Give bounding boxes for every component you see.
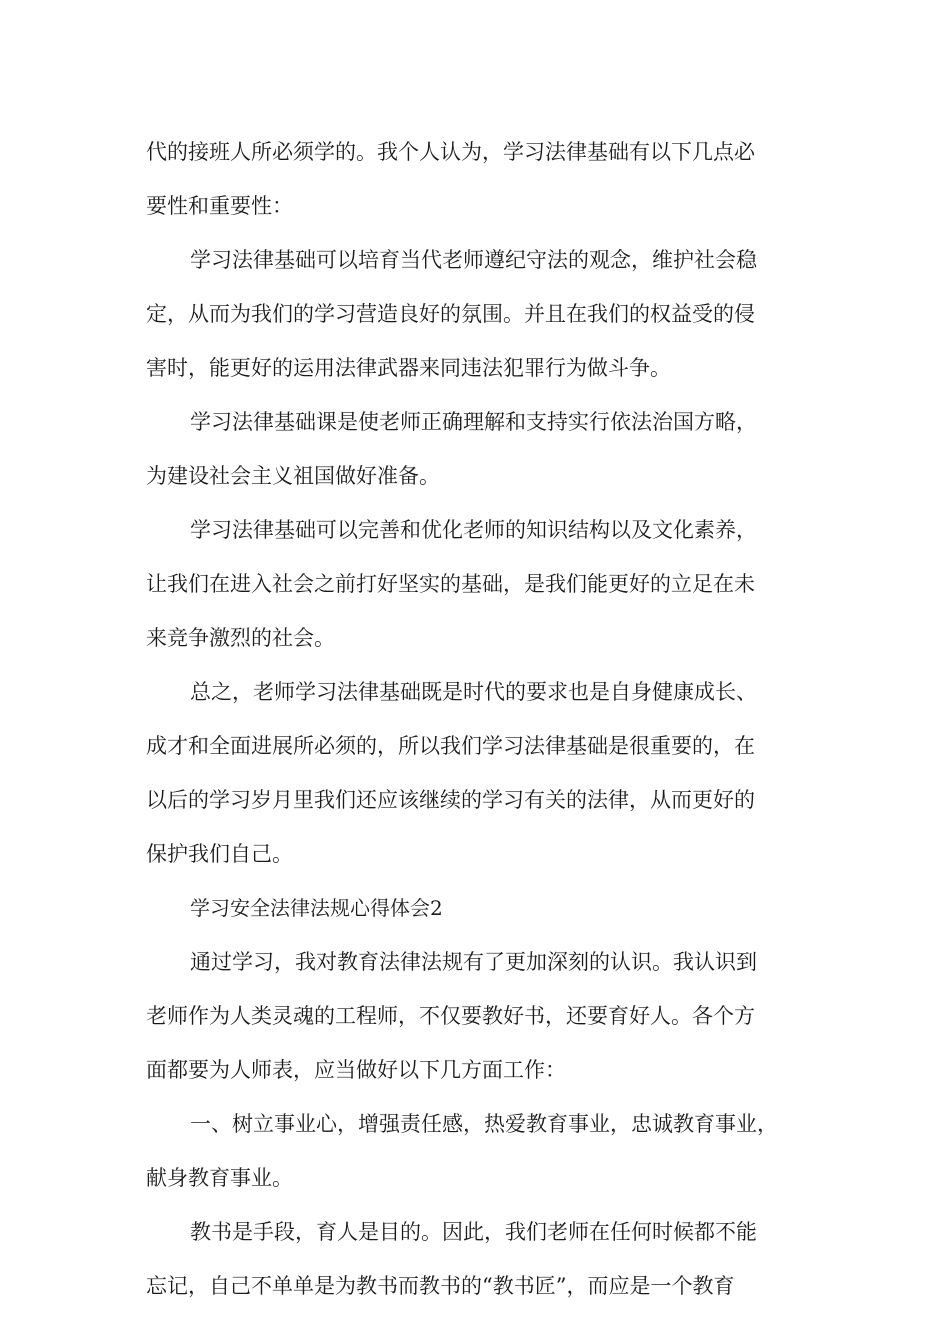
paragraph-first-line: 学习法律基础可以培育当代老师遵纪守法的观念，维护社会稳 bbox=[190, 248, 757, 272]
text-line: 以后的学习岁月里我们还应该继续的学习有关的法律，从而更好的 bbox=[146, 788, 755, 812]
paragraph-first-line: 通过学习，我对教育法律法规有了更加深刻的认识。我认识到 bbox=[190, 950, 757, 974]
text-line: 为建设社会主义祖国做好准备。 bbox=[146, 464, 440, 488]
text-line: 献身教育事业。 bbox=[146, 1166, 293, 1190]
text-line: 害时，能更好的运用法律武器来同违法犯罪行为做斗争。 bbox=[146, 356, 671, 380]
text-line: 成才和全面进展所必须的，所以我们学习法律基础是很重要的，在 bbox=[146, 734, 755, 758]
paragraph-first-line: 学习法律基础课是使老师正确理解和支持实行依法治国方略， bbox=[190, 410, 757, 434]
text-line: 代的接班人所必须学的。我个人认为，学习法律基础有以下几点必 bbox=[146, 140, 755, 164]
paragraph-first-line: 学习法律基础可以完善和优化老师的知识结构以及文化素养， bbox=[190, 518, 757, 542]
text-line: 让我们在进入社会之前打好坚实的基础，是我们能更好的立足在未 bbox=[146, 572, 755, 596]
text-line: 来竞争激烈的社会。 bbox=[146, 626, 335, 650]
paragraph-first-line: 总之，老师学习法律基础既是时代的要求也是自身健康成长、 bbox=[190, 680, 757, 704]
paragraph-first-line: 一、树立事业心，增强责任感，热爱教育事业，忠诚教育事业， bbox=[190, 1112, 778, 1136]
paragraph-first-line: 教书是手段，育人是目的。因此，我们老师在任何时候都不能 bbox=[190, 1220, 757, 1244]
text-line: 要性和重要性： bbox=[146, 194, 293, 218]
text-line: 定，从而为我们的学习营造良好的氛围。并且在我们的权益受的侵 bbox=[146, 302, 755, 326]
text-line: 老师作为人类灵魂的工程师，不仅要教好书，还要育好人。各个方 bbox=[146, 1004, 755, 1028]
section-heading: 学习安全法律法规心得体会2 bbox=[190, 896, 443, 920]
text-line: 忘记，自己不单单是为教书而教书的“教书匠”，而应是一个教育 bbox=[146, 1274, 735, 1298]
text-line: 面都要为人师表，应当做好以下几方面工作： bbox=[146, 1058, 566, 1082]
text-line: 保护我们自己。 bbox=[146, 842, 293, 866]
